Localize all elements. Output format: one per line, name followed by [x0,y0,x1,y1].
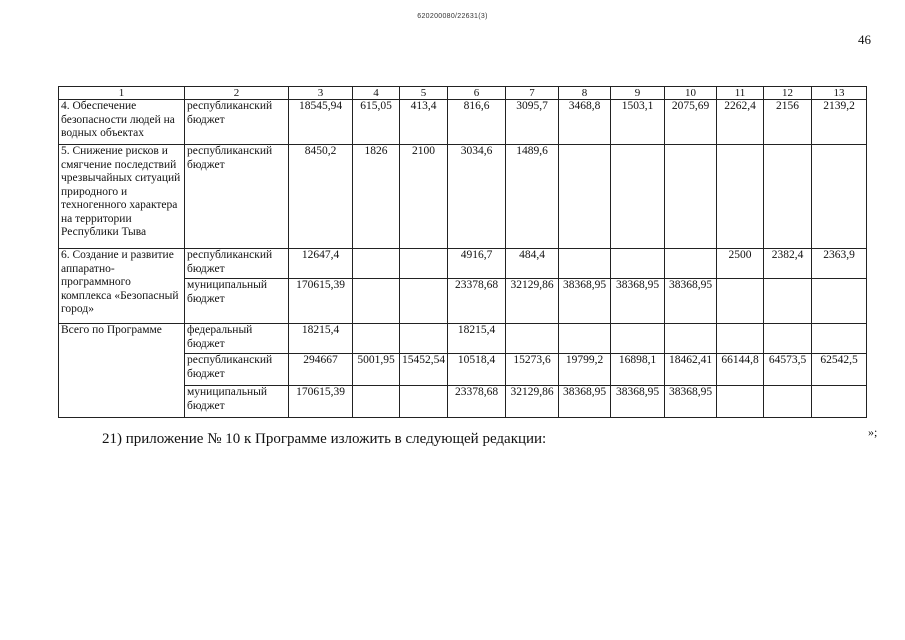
value-cell: 3034,6 [448,145,506,249]
table-body [59,100,867,418]
value-cell: 4916,7 [448,249,506,279]
value-cell: 16898,1 [611,354,665,386]
value-cell [764,279,812,324]
value-cell [400,324,448,354]
value-cell [559,145,611,249]
table-row [59,145,867,249]
value-cell: 2262,4 [717,100,764,145]
funding-source-cell: республиканский бюджет [185,354,289,386]
funding-source-cell: федеральный бюджет [185,324,289,354]
value-cell: 2156 [764,100,812,145]
value-cell: 2382,4 [764,249,812,279]
funding-source-cell: муниципальный бюджет [185,386,289,418]
value-cell [400,249,448,279]
table-row [59,249,867,279]
header-cell: 9 [611,87,665,100]
header-cell: 10 [665,87,717,100]
value-cell [717,145,764,249]
value-cell: 38368,95 [611,279,665,324]
value-cell: 18215,4 [448,324,506,354]
value-cell: 62542,5 [812,354,867,386]
value-cell [812,324,867,354]
value-cell: 38368,95 [611,386,665,418]
table-row [59,324,867,354]
value-cell [400,386,448,418]
measure-name-cell: 4. Обеспечение безопасности людей на водных объектах [59,100,185,145]
measure-name-cell: 5. Снижение рисков и смягчение последствий чрезвычайных ситуаций природного и техногенного характера на территории Республики Тыва [59,145,185,249]
closing-quote-mark: »; [868,425,878,439]
value-cell [353,324,400,354]
value-cell: 23378,68 [448,279,506,324]
value-cell: 64573,5 [764,354,812,386]
value-cell: 615,05 [353,100,400,145]
document-id: 620200080/22631(3) [417,13,488,20]
header-cell: 2 [185,87,289,100]
funding-source-cell: республиканский бюджет [185,249,289,279]
value-cell: 2363,9 [812,249,867,279]
value-cell [717,279,764,324]
value-cell: 816,6 [448,100,506,145]
value-cell: 3468,8 [559,100,611,145]
value-cell [665,324,717,354]
value-cell: 23378,68 [448,386,506,418]
table-header-row [59,87,867,100]
value-cell [812,279,867,324]
value-cell: 32129,86 [506,279,559,324]
value-cell [764,324,812,354]
measure-name-cell: Всего по Программе [59,324,185,418]
value-cell: 2139,2 [812,100,867,145]
value-cell [353,249,400,279]
value-cell: 484,4 [506,249,559,279]
table-row [59,100,867,145]
value-cell: 15273,6 [506,354,559,386]
value-cell: 170615,39 [289,386,353,418]
value-cell: 3095,7 [506,100,559,145]
value-cell: 19799,2 [559,354,611,386]
value-cell [764,386,812,418]
value-cell [717,324,764,354]
header-cell: 11 [717,87,764,100]
value-cell: 1489,6 [506,145,559,249]
value-cell: 294667 [289,354,353,386]
value-cell: 12647,4 [289,249,353,279]
value-cell: 38368,95 [559,386,611,418]
value-cell: 18545,94 [289,100,353,145]
value-cell: 1503,1 [611,100,665,145]
funding-source-cell: республиканский бюджет [185,100,289,145]
header-cell: 6 [448,87,506,100]
header-cell: 1 [59,87,185,100]
value-cell: 18215,4 [289,324,353,354]
instruction-text: 21) приложение № 10 к Программе изложить в следующей редакции: [102,431,547,447]
value-cell: 38368,95 [559,279,611,324]
value-cell: 2100 [400,145,448,249]
value-cell [665,145,717,249]
value-cell [611,249,665,279]
value-cell: 2075,69 [665,100,717,145]
value-cell: 10518,4 [448,354,506,386]
header-cell: 5 [400,87,448,100]
value-cell: 8450,2 [289,145,353,249]
value-cell: 15452,54 [400,354,448,386]
value-cell [353,279,400,324]
value-cell [812,145,867,249]
budget-table [58,86,867,418]
value-cell: 413,4 [400,100,448,145]
value-cell [665,249,717,279]
value-cell: 38368,95 [665,386,717,418]
value-cell [717,386,764,418]
value-cell: 66144,8 [717,354,764,386]
funding-source-cell: муниципальный бюджет [185,279,289,324]
value-cell: 5001,95 [353,354,400,386]
value-cell [812,386,867,418]
header-cell: 8 [559,87,611,100]
value-cell: 1826 [353,145,400,249]
value-cell: 18462,41 [665,354,717,386]
header-cell: 13 [812,87,867,100]
value-cell [353,386,400,418]
header-cell: 12 [764,87,812,100]
value-cell: 2500 [717,249,764,279]
value-cell: 170615,39 [289,279,353,324]
value-cell [400,279,448,324]
value-cell: 38368,95 [665,279,717,324]
value-cell [764,145,812,249]
value-cell [506,324,559,354]
header-cell: 4 [353,87,400,100]
value-cell: 32129,86 [506,386,559,418]
value-cell [611,324,665,354]
page-number: 46 [858,32,871,47]
value-cell [559,324,611,354]
value-cell [559,249,611,279]
measure-name-cell: 6. Создание и развитие аппаратно-программного комплекса «Безопасный город» [59,249,185,324]
funding-source-cell: республиканский бюджет [185,145,289,249]
header-cell: 7 [506,87,559,100]
value-cell [611,145,665,249]
header-cell: 3 [289,87,353,100]
